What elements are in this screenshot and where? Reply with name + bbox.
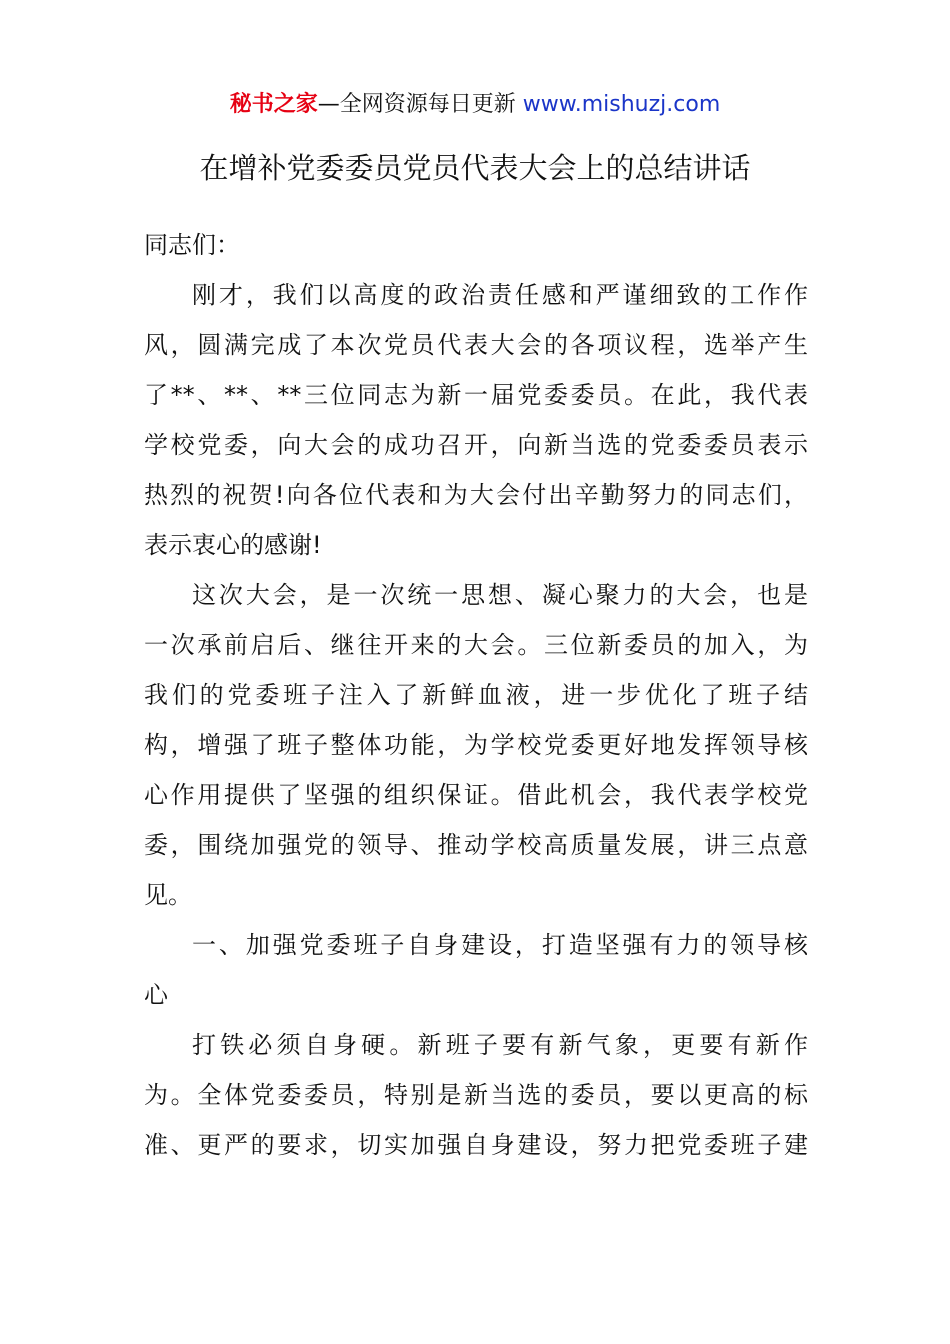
salutation: 同志们：: [144, 231, 240, 259]
paragraph-line: 打铁必须自身硬。新班子要有新气象，更要有新作: [192, 1031, 808, 1059]
paragraph-line: 这次大会，是一次统一思想、凝心聚力的大会，也是: [192, 581, 808, 609]
document-body: [144, 220, 808, 1170]
header-tagline: —全网资源每日更新: [317, 92, 523, 117]
paragraph-line: 见。: [144, 881, 192, 909]
paragraph-line: 风，圆满完成了本次党员代表大会的各项议程，选举产生: [144, 331, 808, 359]
paragraph-line: 学校党委，向大会的成功召开，向新当选的党委委员表示: [144, 431, 808, 459]
paragraph-line: 热烈的祝贺!向各位代表和为大会付出辛勤努力的同志们，: [144, 481, 808, 509]
paragraph-line: 我们的党委班子注入了新鲜血液，进一步优化了班子结: [144, 681, 808, 709]
paragraph-line: 心作用提供了坚强的组织保证。借此机会，我代表学校党: [144, 781, 808, 809]
paragraph-line: 了**、**、**三位同志为新一届党委委员。在此，我代表: [144, 381, 808, 409]
paragraph-line: 委，围绕加强党的领导、推动学校高质量发展，讲三点意: [144, 831, 808, 859]
paragraph-line: 准、更严的要求，切实加强自身建设，努力把党委班子建: [144, 1131, 808, 1159]
section-heading: 心: [144, 981, 168, 1009]
document-title: 在增补党委委员党员代表大会上的总结讲话: [199, 151, 751, 185]
paragraph-line: 构，增强了班子整体功能，为学校党委更好地发挥领导核: [144, 731, 808, 759]
paragraph-line: 表示衷心的感谢!: [144, 531, 322, 559]
paragraph-line: 刚才，我们以高度的政治责任感和严谨细致的工作作: [192, 281, 808, 309]
paragraph-line: 一次承前启后、继往开来的大会。三位新委员的加入，为: [144, 631, 808, 659]
paragraph-line: 为。全体党委委员，特别是新当选的委员，要以更高的标: [144, 1081, 808, 1109]
section-heading: 一、加强党委班子自身建设，打造坚强有力的领导核: [192, 931, 808, 959]
site-header: [0, 90, 950, 120]
brand-name: 秘书之家: [229, 92, 318, 117]
site-url-link[interactable]: www.mishuzj.com: [522, 92, 721, 117]
